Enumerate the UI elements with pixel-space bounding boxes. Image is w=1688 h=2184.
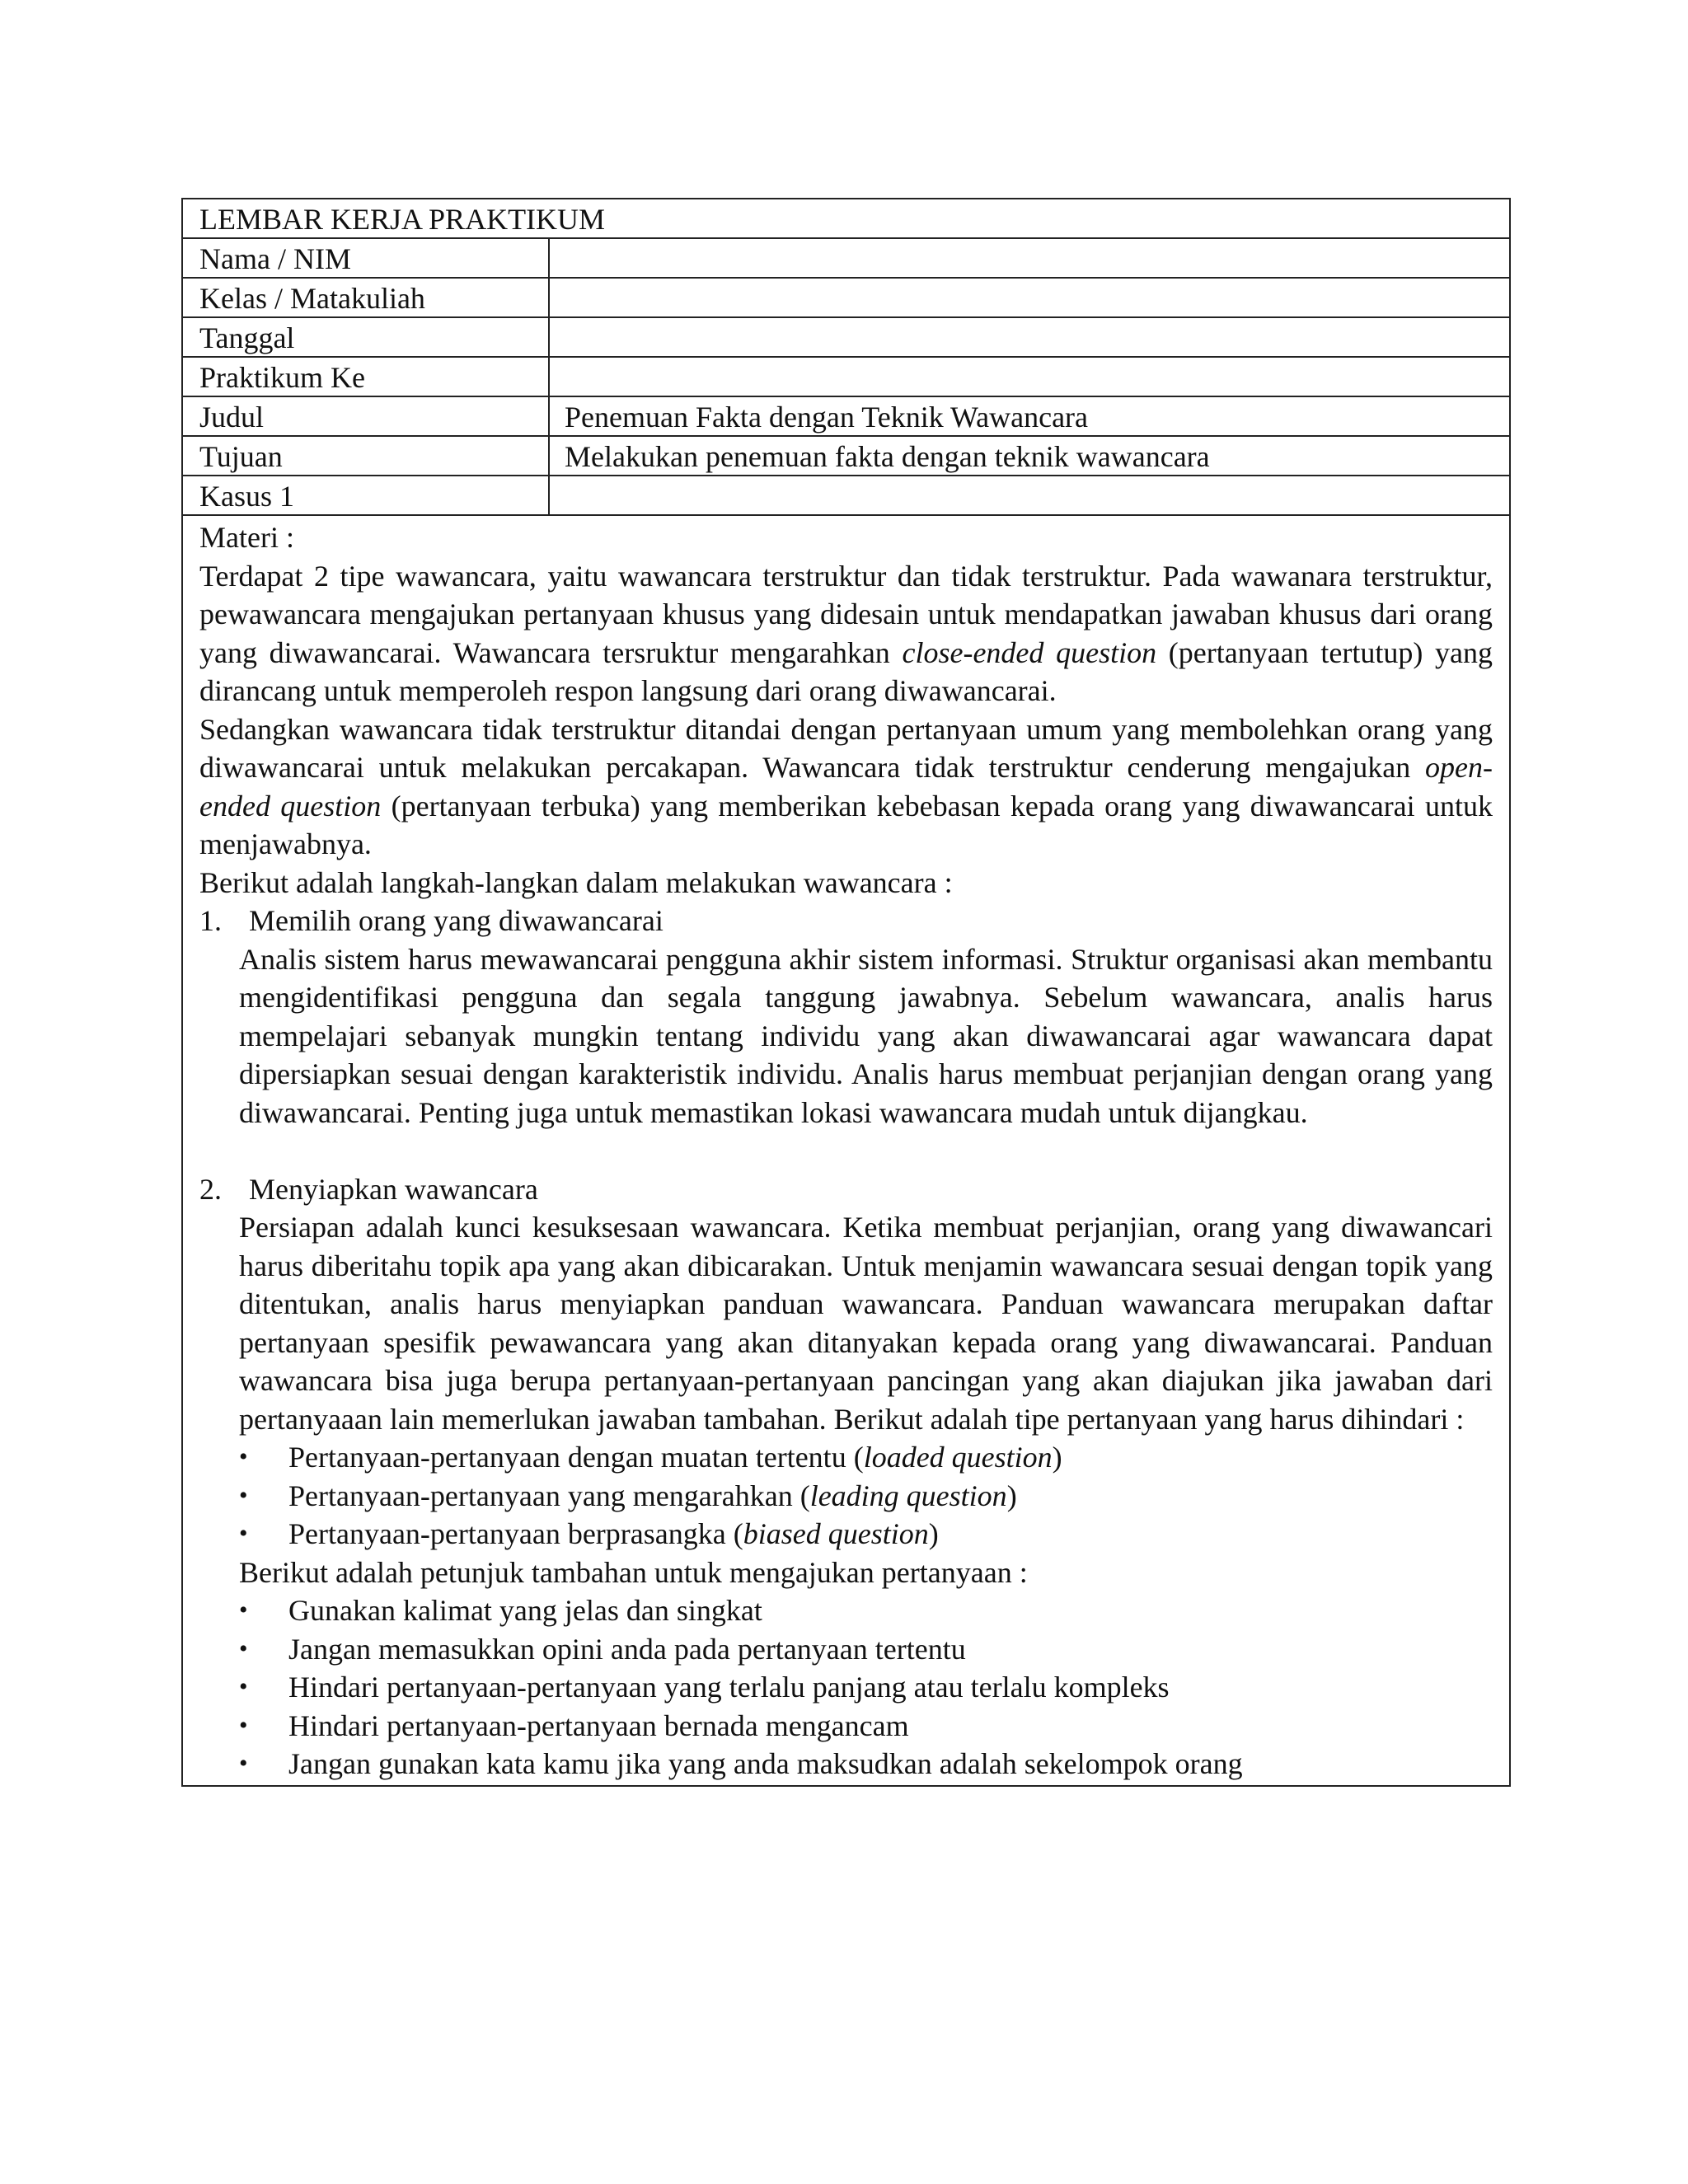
text-run: Sedangkan wawancara tidak terstruktur ditandai dengan pertanyaan umum yang membolehkan orang yang diwawancarai untuk melakukan percakapan. Wawancara tidak terstruktur cenderung mengajukan (199, 712, 1493, 784)
avoid-question-list (199, 1438, 1493, 1554)
text-run: (pertanyaan tertutup) yang dirancang untuk memperoleh respon langsung dari orang diwawancarai. (199, 635, 1493, 707)
materi-heading: Materi : (199, 521, 294, 554)
tips-list (199, 1591, 1493, 1783)
list-item-text (288, 1477, 1017, 1516)
list-item (239, 1591, 1493, 1630)
list-item (239, 1515, 1493, 1554)
list-item-text: Hindari pertanyaan-pertanyaan bernada mengancam (288, 1708, 909, 1742)
text-run: Pertanyaan-pertanyaan yang mengarahkan ( (288, 1479, 810, 1512)
step-1-heading (199, 902, 1493, 940)
worksheet-table (181, 198, 1511, 1787)
field-value-tujuan: Melakukan penemuan fakta dengan teknik wawancara (565, 440, 1210, 473)
step-title: Menyiapkan wawancara (249, 1172, 538, 1206)
list-item-text (288, 1515, 939, 1554)
list-item (239, 1477, 1493, 1516)
field-value-judul: Penemuan Fakta dengan Teknik Wawancara (565, 401, 1089, 434)
bullet-icon: • (239, 1634, 248, 1662)
field-value-praktikum-ke[interactable] (550, 358, 1509, 396)
field-row-kelas-matakuliah (183, 279, 1509, 318)
field-label: Tanggal (183, 318, 550, 356)
text-run: Terdapat 2 tipe wawancara, yaitu wawancara terstruktur dan tidak terstruktur. Pada wawanara terstruktur, pewawancara mengajukan pertanyaan khusus yang didesain untuk mendapatkan jawaban khusus dari orang yang diwawancarai. Wawancara tersruktur mengarahkan (199, 559, 1493, 669)
italic-term: loaded question (863, 1441, 1053, 1474)
worksheet-title: LEMBAR KERJA PRAKTIKUM (199, 203, 606, 236)
list-item-text: Jangan memasukkan opini anda pada pertanyaan tertentu (288, 1632, 966, 1666)
field-value-tanggal[interactable] (550, 318, 1509, 356)
field-label: Kasus 1 (183, 476, 550, 514)
bullet-icon: • (239, 1481, 248, 1509)
steps-intro: Berikut adalah langkah-langkan dalam melakukan wawancara : (199, 865, 953, 899)
materi-paragraph-1 (199, 557, 1493, 710)
field-row-tujuan (183, 437, 1509, 476)
text-run: (pertanyaan terbuka) yang memberikan kebebasan kepada orang yang diwawancarai untuk menjawabnya. (199, 789, 1493, 860)
field-row-nama-nim (183, 239, 1509, 279)
field-row-kasus (183, 476, 1509, 516)
list-item (239, 1438, 1493, 1477)
list-item (239, 1630, 1493, 1669)
list-item-text: Gunakan kalimat yang jelas dan singkat (288, 1594, 762, 1627)
bullet-icon: • (239, 1673, 248, 1700)
italic-term: open-ended question (199, 751, 1493, 823)
materi-section (183, 516, 1509, 1785)
field-label: Tujuan (183, 437, 550, 475)
field-row-praktikum-ke (183, 358, 1509, 397)
list-item-text: Jangan gunakan kata kamu jika yang anda maksudkan adalah sekelompok orang (288, 1747, 1243, 1780)
field-label: Kelas / Matakuliah (183, 279, 550, 316)
field-label: Praktikum Ke (183, 358, 550, 396)
field-value-nama-nim[interactable] (550, 239, 1509, 277)
list-item (239, 1707, 1493, 1746)
worksheet-header-row (183, 199, 1509, 239)
bullet-icon: • (239, 1750, 248, 1777)
text-run: ) (1006, 1479, 1017, 1512)
field-label: Nama / NIM (183, 239, 550, 277)
tips-intro: Berikut adalah petunjuk tambahan untuk mengajukan pertanyaan : (239, 1555, 1028, 1589)
text-run: Pertanyaan-pertanyaan berprasangka ( (288, 1517, 743, 1550)
step-number: 1. (199, 904, 222, 937)
list-item-text (288, 1438, 1062, 1477)
bullet-icon: • (239, 1443, 248, 1470)
text-run: Pertanyaan-pertanyaan dengan muatan tertentu ( (288, 1441, 864, 1474)
text-run: ) (928, 1517, 939, 1550)
spacer (199, 1132, 1493, 1170)
step-2-body: Persiapan adalah kunci kesuksesaan wawancara. Ketika membuat perjanjian, orang yang diwawancari harus diberitahu topik apa yang akan dibicarakan. Untuk menjamin wawancara sesuai dengan topik yang ditentukan, analis harus menyiapkan panduan wawancara. Panduan wawancara merupakan daftar pertanyaan spesifik pewawancara yang akan ditanyakan kepada orang yang diwawancarai. Panduan wawancara bisa juga berupa pertanyaan-pertanyaan pancingan yang akan diajukan jika jawaban dari pertanyaaan lain memerlukan jawaban tambahan. Berikut adalah tipe pertanyaan yang harus dihindari : (239, 1211, 1493, 1436)
bullet-icon: • (239, 1520, 248, 1547)
step-1-body: Analis sistem harus mewawancarai pengguna akhir sistem informasi. Struktur organisasi akan membantu mengidentifikasi pengguna dan segala tanggung jawabnya. Sebelum wawancara, analis harus mempelajari sebanyak mungkin tentang individu yang akan diwawancarai agar wawancara dapat dipersiapkan sesuai dengan karakteristik individu. Analis harus membuat perjanjian dengan orang yang diwawancarai. Penting juga untuk memastikan lokasi wawancara mudah untuk dijangkau. (239, 942, 1493, 1129)
field-value-kasus[interactable] (550, 476, 1509, 514)
text-run: ) (1052, 1441, 1062, 1474)
field-row-tanggal (183, 318, 1509, 358)
bullet-icon: • (239, 1711, 248, 1739)
step-title: Memilih orang yang diwawancarai (249, 904, 663, 937)
italic-term: biased question (743, 1517, 929, 1550)
field-label: Judul (183, 397, 550, 435)
field-value-kelas-matakuliah[interactable] (550, 279, 1509, 316)
bullet-icon: • (239, 1596, 248, 1624)
list-item (239, 1745, 1493, 1783)
step-number: 2. (199, 1172, 222, 1206)
italic-term: close-ended question (902, 635, 1157, 669)
list-item (239, 1668, 1493, 1707)
materi-paragraph-2 (199, 710, 1493, 864)
italic-term: leading question (809, 1479, 1007, 1512)
list-item-text: Hindari pertanyaan-pertanyaan yang terlalu panjang atau terlalu kompleks (288, 1671, 1170, 1704)
field-row-judul (183, 397, 1509, 437)
step-2-heading (199, 1170, 1493, 1209)
